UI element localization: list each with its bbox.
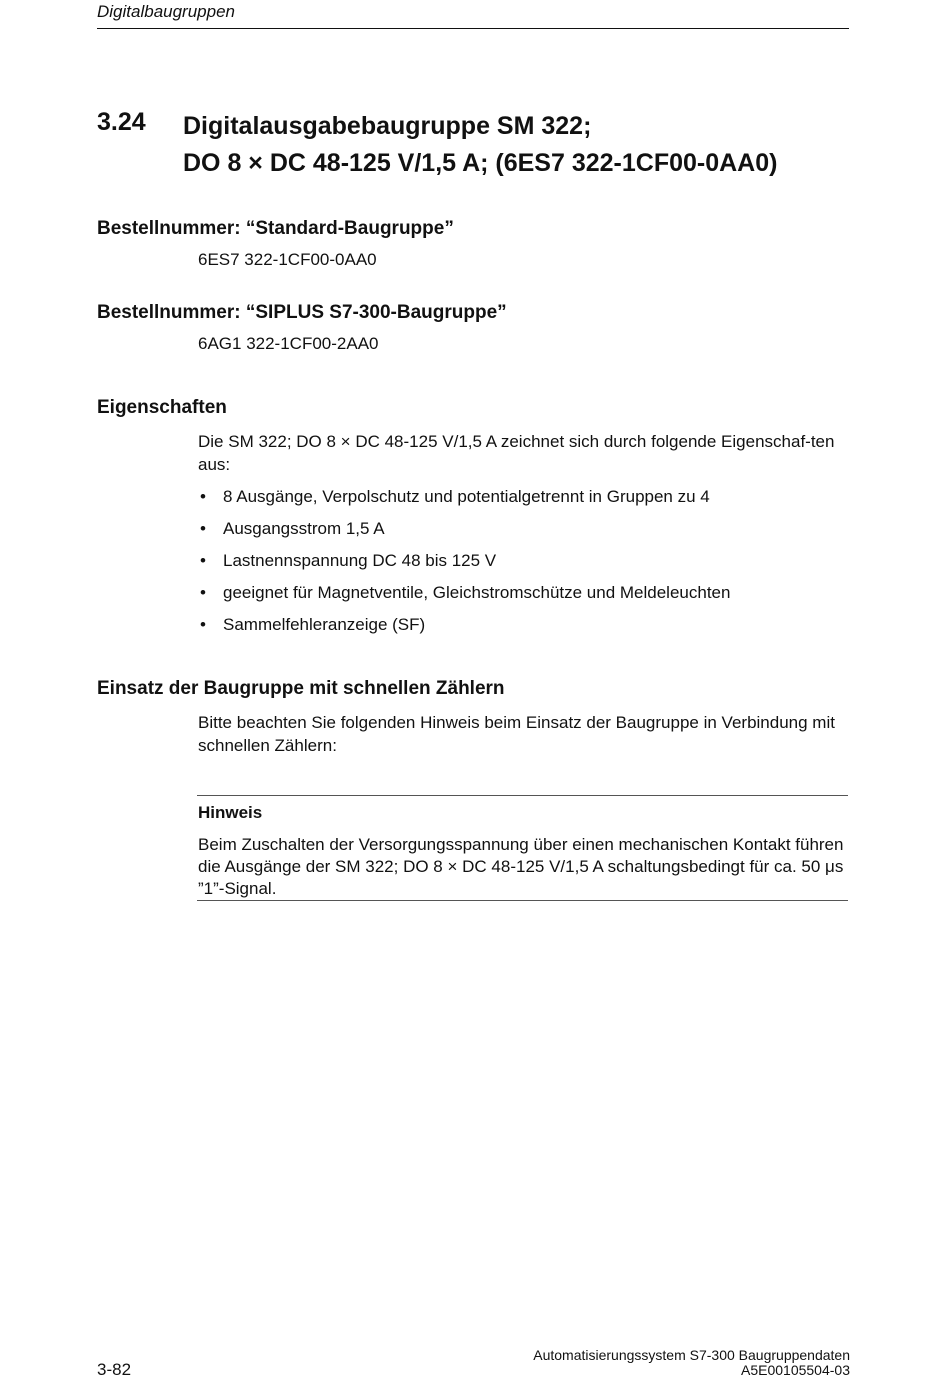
bullet-icon: • [200,615,206,634]
section-title [183,108,777,182]
note-text: Beim Zuschalten der Versorgungsspannung über einen mechanischen Kontakt führen die Ausgänge der SM 322; DO 8 × DC 48-125 V/1,5 A schaltungsbedingt für ca. 50 μs ”1”-Signal. [198,835,844,898]
properties-heading: Eigenschaften [97,397,227,418]
list-item [198,517,849,549]
section-title-line2: DO 8 × DC 48-125 V/1,5 A; (6ES7 322-1CF00-0AA0) [183,149,778,177]
order-standard-value: 6ES7 322-1CF00-0AA0 [198,250,377,269]
list-item [198,581,849,613]
section-title-line1: Digitalausgabebaugruppe SM 322; [183,112,592,140]
counters-text: Bitte beachten Sie folgenden Hinweis beim Einsatz der Baugruppe in Verbindung mit schnellen Zählern: [198,713,835,755]
list-item-text: Lastnennspannung DC 48 bis 125 V [223,551,497,570]
footer-doc-id: A5E00105504-03 [741,1362,850,1378]
list-item [198,485,849,517]
note-title: Hinweis [198,803,263,822]
properties-intro: Die SM 322; DO 8 × DC 48-125 V/1,5 A zeichnet sich durch folgende Eigenschaf-ten aus: [198,432,835,474]
section-number: 3.24 [97,108,146,136]
bullet-icon: • [200,583,206,602]
running-header: Digitalbaugruppen [97,2,235,21]
counters-heading: Einsatz der Baugruppe mit schnellen Zählern [97,678,505,699]
list-item [198,549,849,581]
bullet-icon: • [200,487,206,506]
note-rule-top [197,795,848,796]
properties-list [198,485,849,645]
page-number: 3-82 [97,1360,132,1379]
order-standard-heading: Bestellnummer: “Standard-Baugruppe” [97,218,454,239]
list-item [198,613,849,645]
order-siplus-value: 6AG1 322-1CF00-2AA0 [198,334,379,353]
note-rule-bottom [197,900,848,901]
bullet-icon: • [200,519,206,538]
list-item-text: geeignet für Magnetventile, Gleichstromschütze und Meldeleuchten [223,583,731,602]
list-item-text: Sammelfehleranzeige (SF) [223,615,426,634]
list-item-text: 8 Ausgänge, Verpolschutz und potentialgetrennt in Gruppen zu 4 [223,487,710,506]
footer-doc-info [533,1348,850,1378]
bullet-icon: • [200,551,206,570]
footer-doc-title: Automatisierungssystem S7-300 Baugruppendaten [533,1347,850,1363]
list-item-text: Ausgangsstrom 1,5 A [223,519,385,538]
order-siplus-heading: Bestellnummer: “SIPLUS S7-300-Baugruppe” [97,302,507,323]
header-rule [97,28,849,29]
